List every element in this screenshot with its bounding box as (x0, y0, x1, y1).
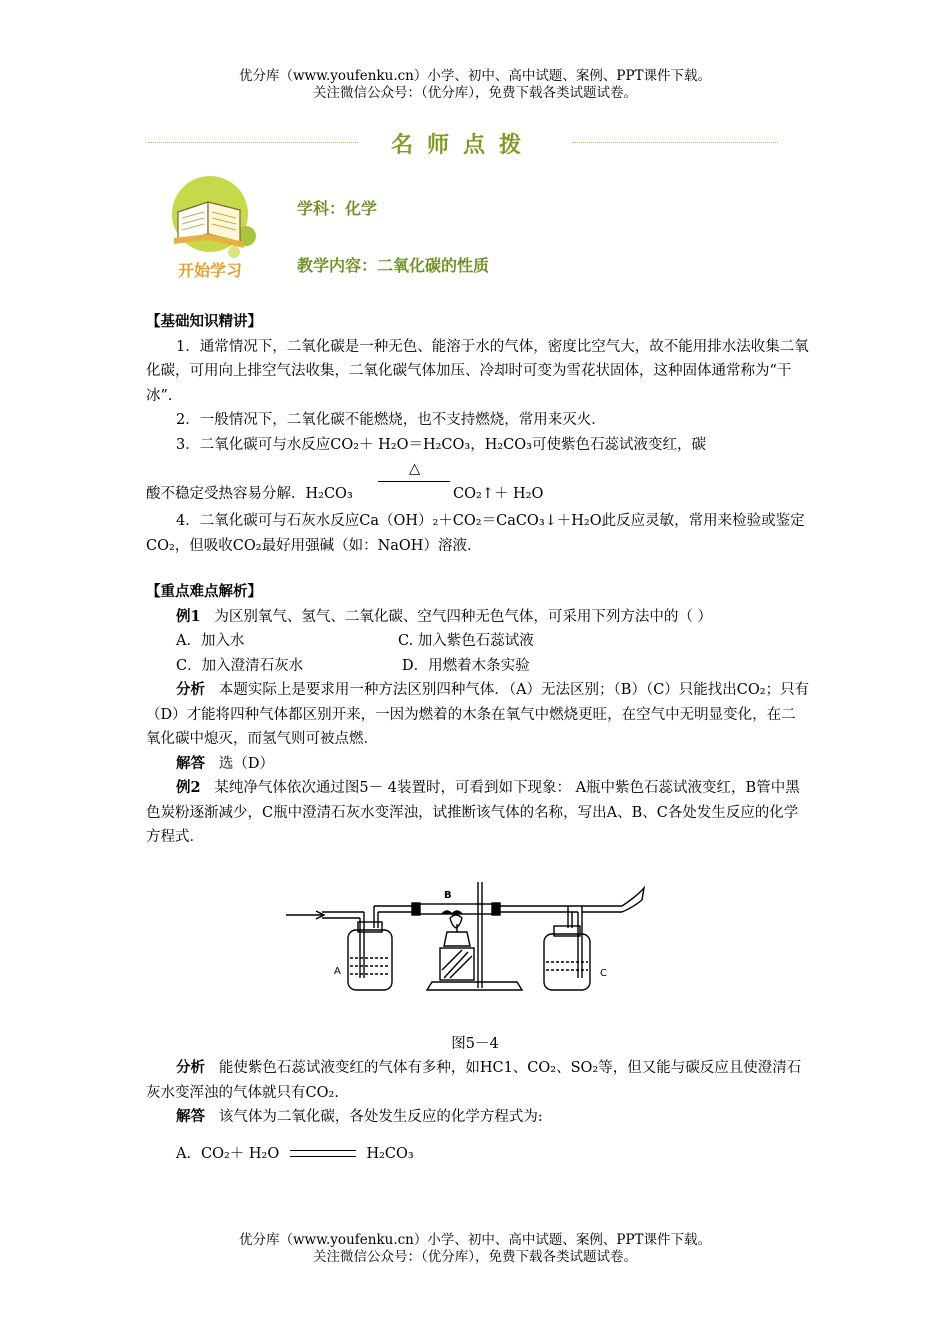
page-footer (0, 1232, 950, 1266)
paragraph-3: 3．二氧化碳可与水反应CO₂＋ H₂O＝H₂CO₃，H₂CO₃可使紫色石蕊试液变红，碳 (176, 436, 706, 453)
fig-label-a: A (334, 966, 341, 977)
paragraph-1: 1．通常情况下，二氧化碳是一种无色、能溶于水的气体，密度比空气大，故不能用排水法收集二氧化碳，可用向上排空气法收集，二氧化碳气体加压、冷却时可变为雪花状固体，这种固体通常称为“干冰”． (146, 338, 809, 404)
equation-right: CO₂↑＋ H₂O (453, 486, 544, 502)
answer-label: 解答 (176, 754, 205, 772)
answer-text: 选（D） (218, 755, 274, 772)
heat-mark: △ (409, 461, 421, 477)
answer-text: 该气体为二氧化碳，各处发生反应的化学方程式为: (218, 1109, 543, 1125)
subject-line: 学科：化学 (297, 199, 378, 218)
section-banner (148, 128, 778, 158)
equation-left: 酸不稳定受热容易分解．H₂CO₃ (146, 486, 353, 502)
option-c2: C．加入澄清石灰水 (176, 657, 304, 674)
example-label: 例1 (176, 607, 201, 625)
footer-line-1: 优分库（www.youfenku.cn）小学、初中、高中试题、案例、PPT课件下载。 (238, 1232, 712, 1248)
example-text: 某纯净气体依次通过图5－ 4装置时，可看到如下现象： A瓶中紫色石蕊试液变红，B管中黑色炭粉逐渐减少，C瓶中澄清石灰水变浑浊，试推断该气体的名称，写出A、B、C各处发生反应的化学方程式． (146, 780, 800, 845)
equation-a-right: H₂CO₃ (366, 1145, 414, 1162)
example-1 (146, 605, 810, 630)
decomposition-equation (146, 457, 810, 509)
example-text: 为区别氧气、氢气、二氧化碳、空气四种无色气体，可采用下列方法中的（ ） (214, 608, 713, 625)
paragraph-2: 2．一般情况下，二氧化碳不能燃烧，也不支持燃烧，常用来灭火． (176, 412, 606, 428)
logo-caption: 开始学习 (178, 261, 243, 280)
options-row-2 (146, 654, 810, 679)
option-c1: C. 加入紫色石蕊试液 (398, 633, 534, 649)
analysis-label: 分析 (176, 681, 205, 698)
teaching-content-line: 教学内容：二氧化碳的性质 (297, 256, 490, 275)
analysis-text: 本题实际上是要求用一种方法区别四种气体．（A）无法区别；（B）（C）只能找出CO₂；只有（D）才能将四种气体都区别开来，一因为燃着的木条在氧气中燃烧更旺，在空气中无明显变化，在二氧化碳中熄灭，而氢气则可被点燃． (146, 682, 810, 747)
answer-1 (146, 752, 810, 777)
option-a: A．加入水 (176, 633, 245, 649)
equation-a-left: A．CO₂＋ H₂O (176, 1145, 280, 1162)
options-row-1 (146, 629, 810, 654)
section-heading: 【基础知识精讲】 (146, 313, 262, 330)
footer-line-2: 关注微信公众号：（优分库），免费下载各类试题试卷。 (313, 1249, 637, 1265)
header-line-2: 关注微信公众号：（优分库），免费下载各类试题试卷。 (313, 85, 637, 101)
answer-2 (146, 1105, 810, 1130)
equals-sign (290, 1150, 356, 1157)
example-2 (146, 776, 810, 850)
section-heading: 【重点难点解析】 (146, 583, 262, 600)
option-d: D．用燃着木条实验 (402, 657, 530, 674)
banner-title: 名师点拨 (390, 132, 535, 158)
figure-caption: 图5－4 (451, 1036, 499, 1052)
answer-label: 解答 (176, 1108, 205, 1125)
key-points-section (146, 580, 810, 850)
equation-a (146, 1142, 810, 1167)
analysis-text: 能使紫色石蕊试液变红的气体有多种，如HC1、CO₂、SO₂等，但又能与碳反应且使澄清石灰水变浑浊的气体就只有CO₂. (146, 1060, 802, 1101)
analysis-label: 分析 (176, 1059, 205, 1076)
fig-label-c: C (600, 968, 607, 979)
paragraph-4: 4．二氧化碳可与石灰水反应Ca（OH）₂＋CO₂＝CaCO₃↓＋H₂O此反应灵敏，常用来检验或鉴定CO₂，但吸收CO₂最好用强碱（如：NaOH）溶液． (146, 513, 805, 554)
page-header (0, 68, 950, 102)
header-line-1: 优分库（www.youfenku.cn）小学、初中、高中试题、案例、PPT课件下载。 (238, 68, 712, 84)
reaction-arrow (378, 481, 450, 482)
fig-label-b: B (444, 890, 452, 901)
analysis-2 (146, 1056, 810, 1105)
apparatus-figure (282, 878, 657, 996)
analysis-1 (146, 678, 810, 752)
start-learning-logo (160, 172, 272, 280)
example-label: 例2 (176, 779, 201, 796)
analysis-2-block (146, 1056, 810, 1166)
basic-knowledge-section (146, 310, 810, 558)
